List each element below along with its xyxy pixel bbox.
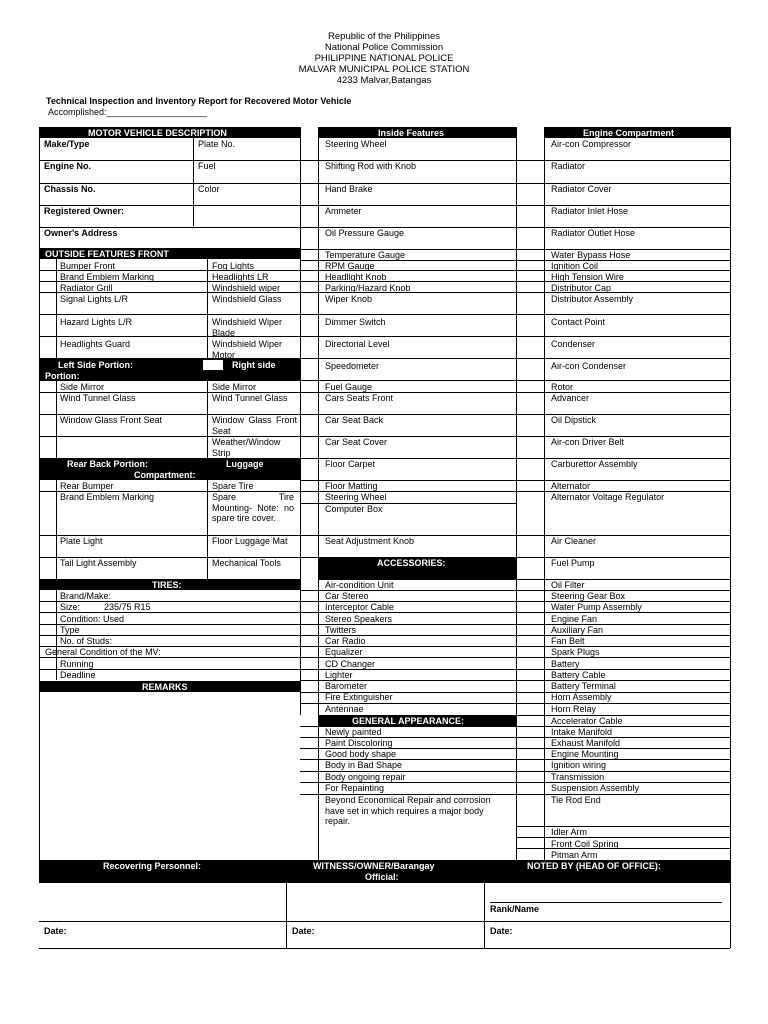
list-item: Battery Cable [551, 670, 606, 680]
grid-line [516, 669, 730, 670]
list-item: Radiator Grill [60, 283, 113, 293]
list-item: Rotor [551, 382, 574, 392]
accessories-header: ACCESSORIES: [377, 558, 446, 568]
list-item: Condenser [551, 339, 596, 349]
list-item: Barometer [325, 681, 368, 691]
grid-line [193, 138, 194, 226]
grid-line [516, 183, 730, 184]
list-item: Idler Arm [551, 827, 588, 837]
grid-line [516, 759, 730, 760]
list-item: Radiator [551, 161, 586, 171]
grid-line [516, 480, 730, 481]
list-item: Suspension Assembly [551, 783, 640, 793]
engine-compartment-header: Engine Compartment [583, 128, 675, 138]
right-side-header: Right side [232, 360, 276, 370]
tire-size-label: Size: [60, 602, 81, 612]
grid-line [516, 336, 730, 337]
list-item: Interceptor Cable [325, 602, 395, 612]
color-label: Color [198, 184, 220, 194]
list-item: Weather/Window Strip [212, 437, 281, 458]
outside-front-header: OUTSIDE FEATURES FRONT [45, 249, 169, 259]
list-item: Lighter [325, 670, 353, 680]
grid-line [516, 837, 730, 838]
list-item: Steering Wheel [325, 139, 387, 149]
grid-line [516, 657, 730, 658]
left-side-header: Left Side Portion: [58, 360, 133, 370]
grid-line [516, 635, 730, 636]
grid-line [300, 358, 516, 359]
list-item: Dimmer Switch [325, 317, 386, 327]
plate-no-label: Plate No. [198, 139, 236, 149]
condition-deadline: Deadline [60, 670, 96, 680]
general-condition: General Condition of the MV: [45, 647, 161, 657]
grid-line [516, 392, 730, 393]
list-item: Windshield wiper [212, 283, 281, 293]
list-item: Ammeter [325, 206, 362, 216]
grid-line [516, 579, 730, 580]
grid-line [516, 270, 730, 271]
tires-header: TIRES: [152, 580, 182, 590]
list-item: Accelerator Cable [551, 716, 623, 726]
list-item: Bumper Front [60, 261, 116, 271]
list-item: Alternator [551, 481, 591, 491]
list-item: Headlights LR [212, 272, 269, 282]
tire-size-value: 235/75 R15 [104, 602, 151, 612]
list-item: Contact Point [551, 317, 606, 327]
grid-line [516, 557, 730, 558]
general-appearance-header: GENERAL APPEARANCE: [352, 716, 465, 726]
header-pnp: PHILIPPINE NATIONAL POLICE [314, 53, 454, 64]
grid-line [300, 314, 516, 315]
list-item: Battery Terminal [551, 681, 616, 691]
list-item: Seat Adjustment Knob [325, 536, 415, 546]
list-item: Auxiliary Fan [551, 625, 604, 635]
luggage-header: Luggage [226, 459, 264, 469]
witness-official-header: Official: [365, 872, 399, 882]
list-item: Air Cleaner [551, 536, 597, 546]
list-item: Brand Emblem Marking [60, 492, 155, 502]
list-item: Transmission [551, 772, 605, 782]
grid-line [516, 160, 730, 161]
list-item: Signal Lights L/R [60, 294, 129, 304]
grid-line [730, 127, 731, 948]
list-item: Side Mirror [212, 382, 257, 392]
list-item: Antennae [325, 704, 364, 714]
tire-studs: No. of Studs: [60, 636, 113, 646]
remarks-header: REMARKS [142, 682, 188, 692]
list-item: For Repainting [325, 783, 385, 793]
grid-line [39, 314, 300, 315]
list-item: Car Seat Back [325, 415, 384, 425]
list-item: Temperature Gauge [325, 250, 406, 260]
recovering-personnel-header: Recovering Personnel: [103, 861, 202, 871]
list-item: Window Glass Front Seat [212, 415, 297, 436]
list-item: Windshield Wiper Blade [212, 317, 283, 338]
list-item: Newly painted [325, 727, 382, 737]
list-item: Alternator Voltage Regulator [551, 492, 665, 502]
list-item: Pitman Arm [551, 850, 598, 860]
list-item: Floor Carpet [325, 459, 376, 469]
list-item: Beyond Economical Repair and corrosion have set in which requires a major body repair. [325, 795, 491, 826]
grid-line [300, 127, 301, 715]
header-station: MALVAR MUNICIPAL POLICE STATION [298, 64, 470, 75]
list-item: Hazard Lights L/R [60, 317, 133, 327]
grid-line [516, 794, 730, 795]
noted-by-header: NOTED BY (HEAD OF OFFICE): [527, 861, 661, 871]
accomplished-field: Accomplished:____________________ [48, 107, 207, 117]
grid-line [516, 358, 730, 359]
grid-line [516, 680, 730, 681]
list-item: Car Stereo [325, 591, 369, 601]
registered-owner-label: Registered Owner: [44, 206, 125, 216]
grid-line [516, 826, 730, 827]
grid-line [516, 535, 730, 536]
list-item: Wind Tunnel Glass [212, 393, 288, 403]
list-item: Fire Extinguisher [325, 692, 393, 702]
list-item: Equalizer [325, 647, 363, 657]
grid-line [516, 726, 730, 727]
list-item: Directorial Level [325, 339, 390, 349]
grid-line [484, 882, 485, 948]
header-address: 4233 Malvar,Batangas [336, 75, 432, 86]
list-item: Parking/Hazard Knob [325, 283, 411, 293]
list-item: Radiator Cover [551, 184, 612, 194]
list-item: Engine Fan [551, 614, 598, 624]
list-item: Car Radio [325, 636, 366, 646]
grid-line [516, 692, 730, 693]
list-item: Fuel Gauge [325, 382, 373, 392]
grid-line [544, 127, 545, 860]
list-item: Cars Seats Front [325, 393, 394, 403]
grid-line [516, 380, 730, 381]
rank-name-label: Rank/Name [490, 904, 540, 914]
inside-features-header: Inside Features [378, 128, 445, 138]
grid-line [516, 848, 730, 849]
grid-line [39, 127, 40, 883]
grid-line [318, 127, 319, 860]
list-item: Battery [551, 659, 580, 669]
list-item: Fan Belt [551, 636, 585, 646]
list-item: Floor Luggage Mat [212, 536, 288, 546]
tire-brand: Brand/Make: [60, 591, 112, 601]
list-item: Paint Discoloring [325, 738, 393, 748]
engine-no-label: Engine No. [44, 161, 91, 171]
list-item: Steering Wheel [325, 492, 387, 502]
list-item: Side Mirror [60, 382, 105, 392]
grid-line [39, 948, 730, 949]
list-item: Ignition Coil [551, 261, 599, 271]
portion-header: Portion: [45, 371, 80, 381]
list-item: Engine Mounting [551, 749, 619, 759]
grid-line [516, 737, 730, 738]
list-item: Ignition wiring [551, 760, 607, 770]
list-item: Good body shape [325, 749, 397, 759]
date-label-noted: Date: [490, 926, 513, 936]
list-item: Computer Box [325, 504, 383, 514]
list-item: Headlights Guard [60, 339, 131, 349]
header-republic: Republic of the Philippines [328, 31, 440, 42]
bar-gap [203, 360, 223, 370]
grid-line [516, 771, 730, 772]
list-item: Tail Light Assembly [60, 558, 137, 568]
list-item: Windshield Glass [212, 294, 282, 304]
list-item: Fog Lights [212, 261, 255, 271]
grid-line [516, 414, 730, 415]
list-item: Air-condition Unit [325, 580, 394, 590]
grid-line [516, 292, 730, 293]
grid-line [207, 259, 208, 580]
list-item: Twitters [325, 625, 357, 635]
grid-line [300, 336, 516, 337]
list-item: Air-con Driver Belt [551, 437, 625, 447]
mv-description-header: MOTOR VEHICLE DESCRIPTION [88, 128, 227, 138]
grid-line [516, 646, 730, 647]
list-item: Hand Brake [325, 184, 373, 194]
list-item: Air-con Compressor [551, 139, 632, 149]
list-item: Mechanical Tools [212, 558, 281, 568]
list-item: Distributor Cap [551, 283, 612, 293]
list-item: Radiator Outlet Hose [551, 228, 636, 238]
list-item: Horn Assembly [551, 692, 612, 702]
list-item: Spare Tire [212, 481, 254, 491]
owners-address-label: Owner's Address [44, 228, 118, 238]
list-item: Oil Pressure Gauge [325, 228, 405, 238]
list-item: Floor Matting [325, 481, 378, 491]
make-type-label: Make/Type [44, 139, 90, 149]
grid-line [516, 624, 730, 625]
list-item: Brand Emblem Marking [60, 272, 155, 282]
rear-back-header: Rear Back Portion: [67, 459, 149, 469]
report-title: Technical Inspection and Inventory Report for Recovered Motor Vehicle [46, 96, 352, 106]
grid-line [286, 882, 287, 948]
grid-line [300, 380, 516, 381]
list-item: Carburettor Assembly [551, 459, 638, 469]
list-item: Plate Light [60, 536, 103, 546]
list-item: CD Changer [325, 659, 376, 669]
list-item: Front Coil Spring [551, 839, 619, 849]
list-item: Oil Dipstick [551, 415, 597, 425]
list-item: Water Bypass Hose [551, 250, 631, 260]
grid-line [39, 921, 730, 922]
list-item: Body in Bad Shape [325, 760, 403, 770]
grid-line [490, 902, 722, 903]
list-item: Speedometer [325, 361, 380, 371]
list-item: Spare Tire Mounting- Note: no spare tire cover. [212, 492, 294, 523]
list-item: High Tension Wire [551, 272, 624, 282]
header-commission: National Police Commission [324, 42, 444, 53]
list-item: Spark Plugs [551, 647, 600, 657]
chassis-no-label: Chassis No. [44, 184, 96, 194]
list-item: Radiator Inlet Hose [551, 206, 629, 216]
list-item: Exhaust Manifold [551, 738, 621, 748]
fuel-label: Fuel [198, 161, 216, 171]
list-item: Windshield Wiper Motor [212, 339, 283, 360]
list-item: Shifting Rod with Knob [325, 161, 417, 171]
list-item: Fuel Pump [551, 558, 595, 568]
grid-line [516, 715, 730, 716]
list-item: RPM Gauge [325, 261, 375, 271]
compartment-header: Compartment: [134, 470, 196, 480]
list-item: Tie Rod End [551, 795, 601, 805]
list-item: Advancer [551, 393, 590, 403]
list-item: Body ongoing repair [325, 772, 406, 782]
list-item: Air-con Condenser [551, 361, 627, 371]
tire-condition: Condition: Used [60, 614, 125, 624]
list-item: Distributor Assembly [551, 294, 634, 304]
condition-running: Running [60, 659, 94, 669]
list-item: Car Seat Cover [325, 437, 388, 447]
list-item: Oil Filter [551, 580, 585, 590]
list-item: Rear Bumper [60, 481, 114, 491]
grid-line [516, 748, 730, 749]
date-label-witness: Date: [292, 926, 315, 936]
list-item: Headlight Knob [325, 272, 387, 282]
list-item: Intake Manifold [551, 727, 613, 737]
date-label-recovering: Date: [44, 926, 67, 936]
grid-line [516, 127, 517, 860]
list-item: Wind Tunnel Glass [60, 393, 136, 403]
grid-line [516, 314, 730, 315]
list-item: Steering Gear Box [551, 591, 626, 601]
witness-header: WITNESS/OWNER/Barangay [313, 861, 435, 871]
list-item: Wiper Knob [325, 294, 373, 304]
list-item: Water Pump Assembly [551, 602, 642, 612]
list-item: Stereo Speakers [325, 614, 393, 624]
list-item: Horn Relay [551, 704, 597, 714]
tire-type: Type [60, 625, 80, 635]
grid-line [516, 703, 730, 704]
list-item: Window Glass Front Seat [60, 415, 163, 425]
